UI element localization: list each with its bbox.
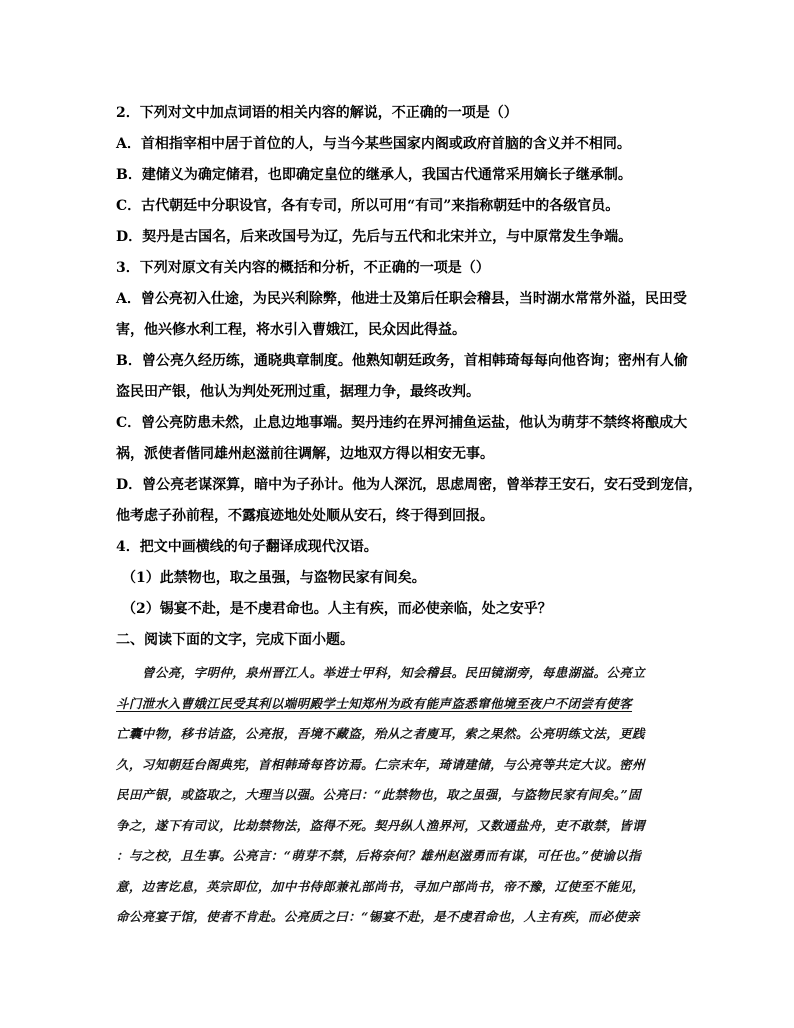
question-3-stem: 3．下列对原文有关内容的概括和分析，不正确的一项是（） (116, 260, 490, 276)
passage-line-3: 亡囊中物，移书诘盗，公亮报，吾境不藏盗，殆从之者廋耳，索之果然。公亮明练文法，更践 (116, 726, 645, 741)
passage-line-8: 意，边害讫息，英宗即位，加中书侍郎兼礼部尚书，寻加户部尚书，帝不豫，辽使至不能见， (116, 878, 645, 894)
passage-line-5: 民田产银，或盗取之，大理当以强。公亮曰：“此禁物也，取之虽强，与盗物民家有间矣。”固 (116, 787, 641, 802)
question-3-option-c-line-2: 祸，派使者偕同雄州赵滋前往调解，边地双方得以相安无事。 (116, 446, 494, 462)
section-2-title: 二、阅读下面的文字，完成下面小题。 (116, 632, 354, 648)
reading-passage (116, 658, 688, 933)
question-4-stem: 4．把文中画横线的句子翻译成现代汉语。 (116, 539, 378, 555)
question-3-option-a-line-1: A．曾公亮初入仕途，为民兴利除弊，他进士及第后任职会稽县，当时湖水常常外溢，民田受 (116, 291, 687, 307)
question-4 (116, 532, 688, 625)
question-2-option-b: B．建储义为确定储君，也即确定皇位的继承人，我国古代通常采用嫡长子继承制。 (116, 167, 632, 183)
question-3-option-d-line-1: D．曾公亮老谋深算，暗中为子孙计。他为人深沉，思虑周密，曾举荐王安石，安石受到宠信， (116, 477, 703, 493)
question-3 (116, 253, 703, 532)
passage-line-7: ：与之校，且生事。公亮言：“萌芽不禁，后将奈何？雄州赵滋勇而有谋，可任也。”使谕以指 (116, 848, 641, 863)
passage-line-4: 久，习知朝廷台阁典宪，首相韩琦每咨访焉。仁宗末年，琦请建储，与公亮等共定大议。密州 (116, 756, 645, 772)
question-4-sentence-2: （2）锡宴不赴，是不虔君命也。人主有疾，而必使亲临，处之安乎？ (122, 601, 552, 617)
question-3-option-a-line-2: 害，他兴修水利工程，将水引入曹娥江，民众因此得益。 (116, 322, 466, 338)
question-3-option-b-line-2: 盗民田产银，他认为判处死刑过重，据理力争，最终改判。 (116, 384, 480, 400)
question-4-sentence-1: （1）此禁物也，取之虽强，与盗物民家有间矣。 (122, 570, 426, 586)
question-2-option-c: C．古代朝廷中分职设官，各有专司，所以可用“有司”来指称朝廷中的各级官员。 (116, 198, 620, 214)
passage-line-2-underlined: 斗门泄水入曹娥江民受其利以端明殿学士知郑州为政有能声盗悉窜他境至夜户不闭尝有使客 (116, 695, 633, 711)
page-content (116, 98, 703, 933)
question-3-option-c-line-1: C．曾公亮防患未然，止息边地事端。契丹违约在界河捕鱼运盐，他认为萌芽不禁终将酿成大 (116, 415, 688, 431)
question-2 (116, 98, 688, 253)
passage-line-9: 命公亮宴于馆，使者不肯赴。公亮质之曰：“锡宴不赴，是不虔君命也，人主有疾，而必使亲 (116, 909, 640, 924)
question-2-stem: 2．下列对文中加点词语的相关内容的解说，不正确的一项是（） (116, 105, 518, 121)
passage-line-6: 争之，遂下有司议，比劫禁物法，盗得不死。契丹纵人渔界河，又数通盐舟，吏不敢禁，皆谓 (116, 817, 645, 833)
question-3-option-d-line-2: 他考虑子孙前程，不露痕迹地处处顺从安石，终于得到回报。 (116, 508, 494, 524)
question-2-option-a: A．首相指宰相中居于首位的人，与当今某些国家内阁或政府首脑的含义并不相同。 (116, 136, 631, 152)
passage-line-1: 曾公亮，字明仲，泉州晋江人。举进士甲科，知会稽县。民田镜湖旁，每患湖溢。公亮立 (142, 665, 646, 680)
question-3-option-b-line-1: B．曾公亮久经历练，通晓典章制度。他熟知朝廷政务，首相韩琦每每向他咨询；密州有人偷 (116, 353, 688, 369)
question-2-option-d: D．契丹是古国名，后来改国号为辽，先后与五代和北宋并立，与中原常发生争端。 (116, 229, 633, 245)
